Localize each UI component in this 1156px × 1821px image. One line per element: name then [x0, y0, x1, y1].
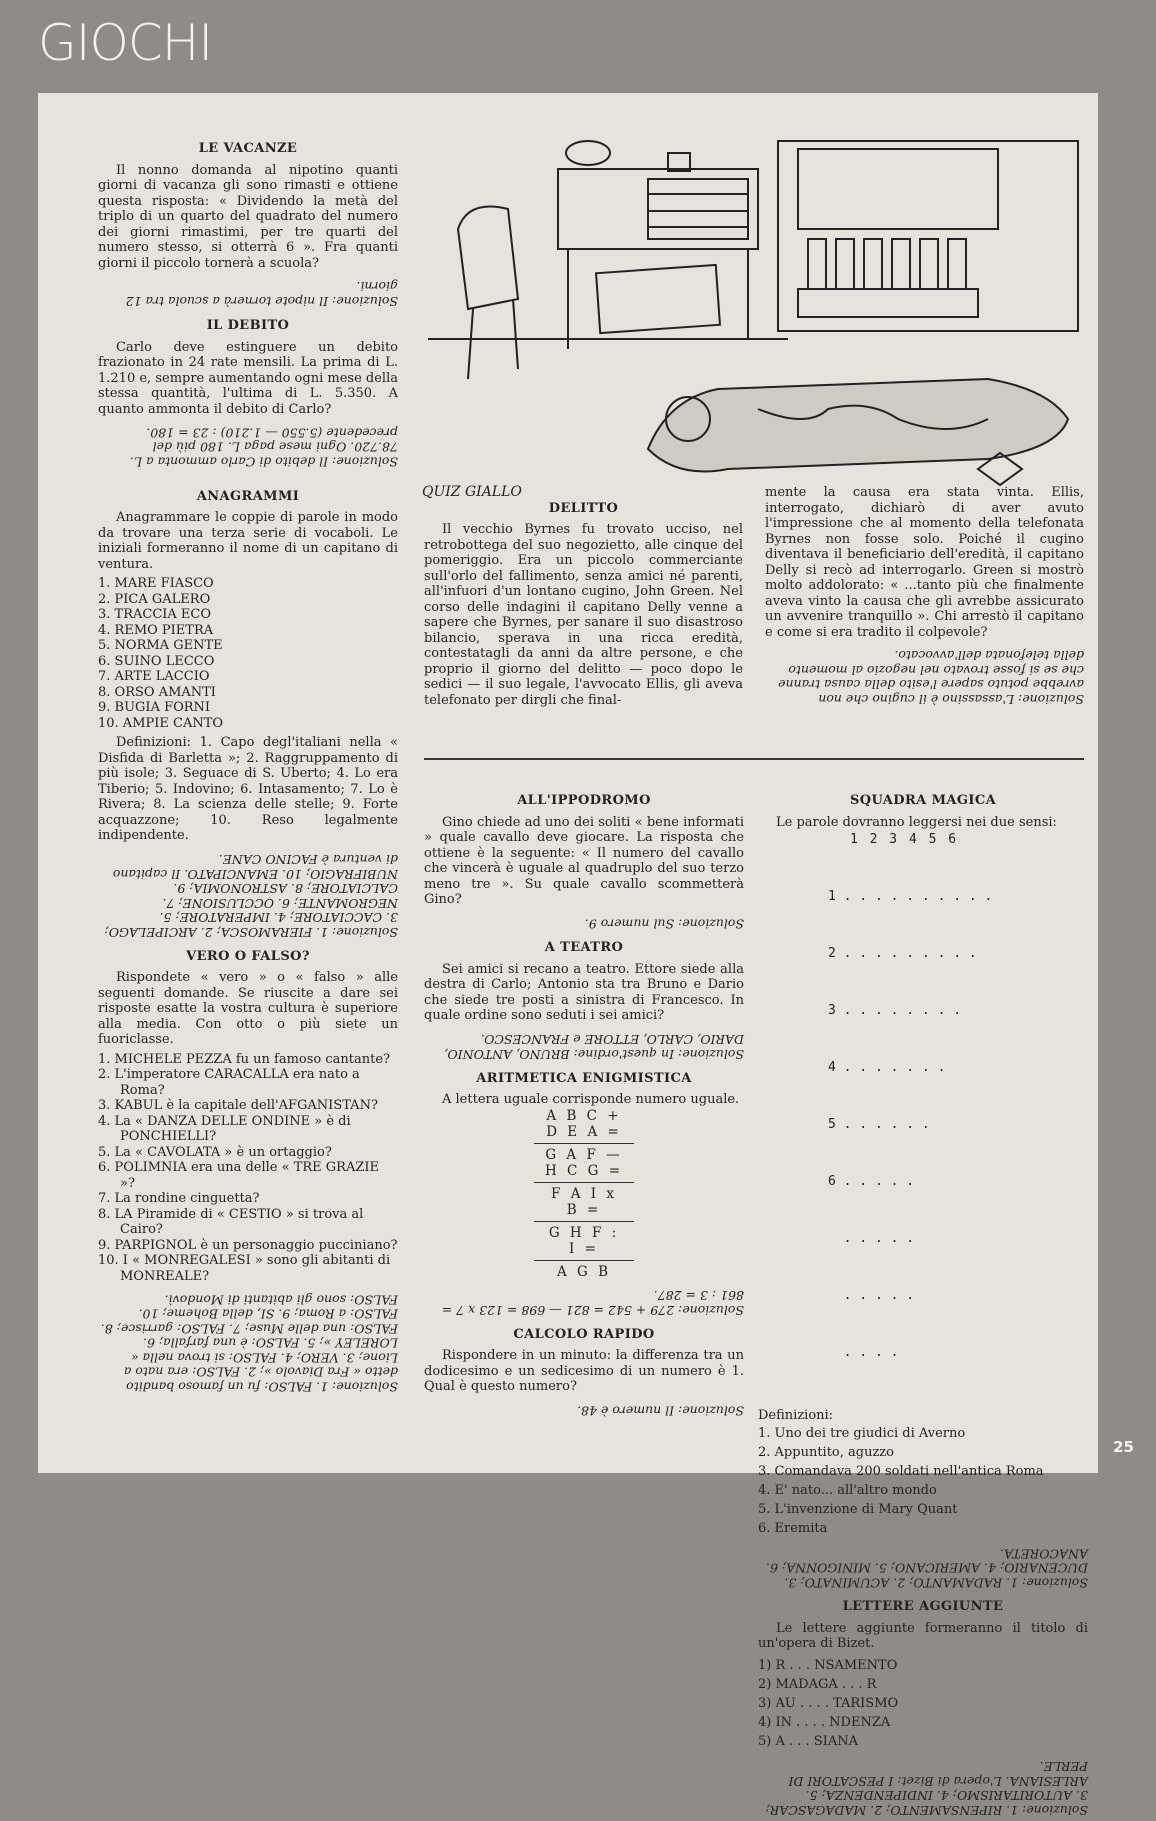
grid-row: 1 . . . . . . . . . .: [828, 889, 993, 904]
teatro-title: A TEATRO: [544, 940, 624, 955]
calcolo-title: CALCOLO RAPIDO: [513, 1326, 655, 1342]
anagrammi-definitions: Definizioni: 1. Capo degl'italiani nella « Disfida di Barletta »; 2. Raggruppamento di più isole; 3. Seguace di S. Uberto; 4. Lo era Tiberio; 5. Indovino; 6. Intasamento; 7. Lo è Rivera; 8. La scienza delle stelle; 9. Forte acquazzone; 10. Reso legalmente indipendente.: [98, 735, 398, 843]
arith-row: B =: [566, 1201, 602, 1218]
grid-row: . . . .: [828, 1345, 899, 1360]
aritmetica-puzzle: [424, 1108, 744, 1280]
list-item: 5. NORMA GENTE: [98, 638, 223, 653]
list-item: 2. Appuntito, aguzzo: [758, 1444, 894, 1460]
teatro-solution: Soluzione: In quest'ordine: BRUNO, ANTONIO, DARIO, CARLO, ETTORE e FRANCESCO.: [444, 1032, 744, 1062]
arith-row: I =: [569, 1240, 599, 1257]
anagrammi-list: [98, 576, 398, 731]
list-item: 5) A . . . SIANA: [758, 1733, 858, 1749]
list-item: 3) AU . . . . TARISMO: [758, 1695, 899, 1711]
debito-solution: Soluzione: Il debito di Carlo ammonta a L. 78.720. Ogni mese paga L. 180 più del precedente (5.550 — 1.210) : 23 = 180.: [129, 425, 398, 470]
list-item: 3. TRACCIA ECO: [98, 607, 212, 622]
section-divider: [424, 758, 1084, 760]
lettere-text: Le lettere aggiunte formeranno il titolo di un'opera di Bizet.: [758, 1620, 1088, 1651]
calcolo-text: Rispondere in un minuto: la differenza tra un dodicesimo e un sedicesimo di un numero è 1. Qual è questo numero?: [424, 1348, 744, 1394]
arith-rule: [534, 1221, 634, 1222]
lettere-title: LETTERE AGGIUNTE: [842, 1599, 1004, 1614]
list-item: 2. PICA GALERO: [98, 591, 211, 607]
list-item: 8. ORSO AMANTI: [98, 684, 216, 700]
grid-row: 2 . . . . . . . . .: [828, 946, 977, 961]
aritmetica-text: A lettera uguale corrisponde numero uguale.: [442, 1092, 740, 1107]
squadra-defs: [758, 1424, 1088, 1538]
vero-text: Rispondete « vero » o « falso » alle seguenti domande. Se riuscite a dare sei risposte esatte la vostra cultura è superiore alla media. Con otto o più siete un fuoriclasse.: [98, 970, 398, 1047]
grid-row: . . . . .: [828, 1231, 915, 1246]
arith-row: A G B: [556, 1263, 612, 1280]
vero-title: VERO O FALSO?: [186, 948, 310, 964]
list-item: 2. L'imperatore CARACALLA era nato a Roma?: [98, 1067, 360, 1098]
calcolo-solution: Soluzione: Il numero è 48.: [577, 1403, 744, 1418]
anagrammi-solution: Soluzione: 1. FIERAMOSCA; 2. ARCIPELAGO; 3. CACCIATORE; 4. IMPERATORE; 5. NEGROMANTE; 6. OCCLUSIONE; 7. CALCIATORE; 8. ASTRONOMIA; 9. NUBIFRAGIO; 10. EMANCIPATO. Il capitano di ventura è FACINO CANE.: [104, 852, 398, 940]
quiz-label: QUIZ GIALLO: [422, 484, 522, 500]
list-item: 1. Uno dei tre giudici di Averno: [758, 1425, 966, 1441]
aritmetica-solution: Soluzione: 279 + 542 = 821 — 698 = 123 x 7 = 861 : 3 = 287.: [441, 1288, 744, 1318]
ippodromo-solution: Soluzione: Sul numero 9.: [584, 916, 744, 931]
list-item: 7. La rondine cinguetta?: [98, 1191, 260, 1206]
vero-solution: Soluzione: 1. FALSO: fu un famoso bandito detto « Fra Diavolo »; 2. FALSO: era nato a Lione; 3. VERO; 4. FALSO: si trova nella « LORELEY »; 5. FALSO: è una farfalla; 6. FALSO: una delle Muse; 7. FALSO: garrisce; 8. FALSO: a Roma; 9. SI, della Boheme; 10. FALSO: sono gli abitanti di Mondovì.: [100, 1292, 398, 1395]
section-title: GIOCHI: [38, 14, 213, 72]
list-item: 1. MICHELE PEZZA fu un famoso cantante?: [98, 1051, 391, 1067]
quiz-column-left: [424, 485, 743, 710]
debito-title: IL DEBITO: [206, 318, 290, 333]
center-column: [424, 793, 744, 1421]
aritmetica-title: ARITMETICA ENIGMISTICA: [476, 1070, 692, 1086]
ippodromo-title: ALL'IPPODROMO: [517, 793, 651, 808]
list-item: 9. PARPIGNOL è un personaggio pucciniano?: [98, 1237, 398, 1253]
arith-row: D E A =: [546, 1123, 622, 1140]
magazine-page: [38, 93, 1098, 1818]
vacanze-solution: Soluzione: Il nipote tornerà a scuola tra 12 giorni.: [125, 279, 398, 309]
squadra-text: Le parole dovranno leggersi nei due sensi:: [776, 814, 1057, 830]
list-item: 4. REMO PIETRA: [98, 622, 214, 638]
list-item: 8. LA Piramide di « CESTIO » si trova al Cairo?: [98, 1206, 364, 1237]
grid-row: 5 . . . . . .: [828, 1117, 930, 1132]
crime-scene-illustration: [428, 139, 1084, 521]
grid-row: 6 . . . . .: [828, 1174, 915, 1189]
right-column: [758, 793, 1088, 1821]
vacanze-title: LE VACANZE: [198, 141, 298, 156]
delitto-text-2: mente la causa era stata vinta. Ellis, interrogato, dichiarò di aver avuto l'impressione che al momento della telefonata Byrnes non fosse solo. Poiché il cugino diventava il beneficiario dell'eredità, il capitano Delly si recò ad interrogarlo. Green si mostrò molto addolorato: « ...tanto più che finalmente aveva vinto la causa che gli avrebbe assicurato un avvenire tranquillo ». Chi arrestò il capitano e come si era tradito il colpevole?: [765, 485, 1084, 640]
list-item: 4. La « DANZA DELLE ONDINE » è di PONCHIELLI?: [98, 1113, 351, 1144]
list-item: 1. MARE FIASCO: [98, 576, 214, 591]
left-column: [98, 131, 398, 1398]
quiz-giallo: [424, 485, 1084, 710]
list-item: 3. Comandava 200 soldati nell'antica Roma: [758, 1463, 1044, 1479]
quiz-column-right: [765, 485, 1084, 710]
anagrammi-title: ANAGRAMMI: [196, 488, 300, 504]
list-item: 3. KABUL è la capitale dell'AFGANISTAN?: [98, 1098, 378, 1113]
arith-row: G H F :: [548, 1224, 620, 1241]
list-item: 5. La « CAVOLATA » è un ortaggio?: [98, 1144, 332, 1160]
list-item: 6. SUINO LECCO: [98, 653, 215, 669]
page-number: 25: [1113, 1438, 1134, 1456]
ippodromo-text: Gino chiede ad uno dei soliti « bene informati » quale cavallo deve giocare. La risposta che ottiene è la seguente: « Il numero del cavallo che vincerà è uguale al quadruplo del suo terzo meno tre ». Su quale cavallo scommetterà Gino?: [424, 814, 744, 907]
arith-row: G A F —: [545, 1146, 623, 1163]
list-item: 7. ARTE LACCIO: [98, 669, 210, 684]
arith-rule: [534, 1182, 634, 1183]
list-item: 2) MADAGA . . . R: [758, 1676, 877, 1692]
arith-row: F A I x: [551, 1185, 617, 1202]
squadra-solution: Soluzione: 1. RADAMANTO; 2. ACUMINATO; 3. DUCENARIO; 4. AMERICANO; 5. MINIGONNA; 6. ANACORETA.: [766, 1546, 1088, 1590]
list-item: 9. BUGIA FORNI: [98, 700, 211, 715]
list-item: 6. Eremita: [758, 1520, 828, 1536]
squadra-header: 1 2 3 4 5 6: [850, 832, 959, 847]
list-item: 5. L'invenzione di Mary Quant: [758, 1501, 958, 1517]
grid-row: 3 . . . . . . . .: [828, 1003, 962, 1018]
teatro-text: Sei amici si recano a teatro. Ettore siede alla destra di Carlo; Antonio sta tra Bruno e Dario che siede tre posti a sinistra di Francesco. In quale ordine sono seduti i sei amici?: [424, 961, 744, 1023]
vero-list: [98, 1052, 398, 1285]
list-item: 6. POLIMNIA era una delle « TRE GRAZIE »?: [98, 1160, 380, 1191]
arith-row: A B C +: [546, 1107, 622, 1124]
delitto-text-1: Il vecchio Byrnes fu trovato ucciso, nel retrobottega del suo negozietto, alle cinque del pomeriggio. Era un piccolo commerciante sull'orlo del fallimento, senza amici né parenti, all'infuori d'un lontano cugino, John Green. Nel corso delle indagini il capitano Delly venne a sapere che Byrnes, per sanare il suo disastroso bilancio, sperava in una ricca eredità, contestatagli da anni da altre persone, e che proprio il giorno del delitto — poco dopo le sedici — il suo legale, l'avvocato Ellis, gli aveva telefonato per dirgli che final-: [424, 522, 743, 708]
delitto-solution: Soluzione: L'assassino è il cugino che non avrebbe potuto sapere l'esito della causa tranne che se si fosse trovato nel negozio al momento della telefonata dell'avvocato.: [778, 648, 1084, 707]
delitto-title: DELITTO: [548, 500, 619, 516]
squadra-def-label: Definizioni:: [758, 1408, 834, 1423]
squadra-title: SQUADRA MAGICA: [849, 793, 997, 808]
list-item: 10. AMPIE CANTO: [98, 715, 224, 731]
grid-row: . . . . .: [828, 1288, 915, 1303]
lettere-list: [758, 1656, 1088, 1751]
vacanze-text: Il nonno domanda al nipotino quanti giorni di vacanza gli sono rimasti e ottiene questa risposta: « Dividendo la metà del triplo di un quarto del quadrato del numero dei giorni rimastimi, per tre quarti del numero stesso, si otterrà 6 ». Fra quanti giorni il piccolo tornerà a scuola?: [98, 162, 398, 271]
list-item: 4) IN . . . . NDENZA: [758, 1714, 891, 1730]
squadra-grid: [828, 849, 1088, 1400]
grid-row: 4 . . . . . . .: [828, 1060, 946, 1075]
list-item: 4. E' nato... all'altro mondo: [758, 1482, 937, 1498]
list-item: 10. I « MONREGALESI » sono gli abitanti di MONREALE?: [98, 1253, 391, 1284]
list-item: 1) R . . . NSAMENTO: [758, 1657, 898, 1673]
arith-rule: [534, 1143, 634, 1144]
lettere-solution: Soluzione: 1. RIPENSAMENTO; 2. MADAGASCAR; 3. AUTORITARISMO; 4. INDIPENDENZA; 5. ARLESIANA. L'opera di Bizet: I PESCATORI DI PERLE.: [765, 1759, 1088, 1818]
debito-text: Carlo deve estinguere un debito frazionato in 24 rate mensili. La prima di L. 1.210 e, sempre aumentando ogni mese della stessa quantità, l'ultima di L. 5.350. A quanto ammonta il debito di Carlo?: [98, 339, 398, 417]
anagrammi-text: Anagrammare le coppie di parole in modo da trovare una terza serie di vocaboli. Le iniziali formeranno il nome di un capitano di ventura.: [98, 510, 398, 572]
arith-rule: [534, 1260, 634, 1261]
arith-row: H C G =: [544, 1162, 624, 1179]
